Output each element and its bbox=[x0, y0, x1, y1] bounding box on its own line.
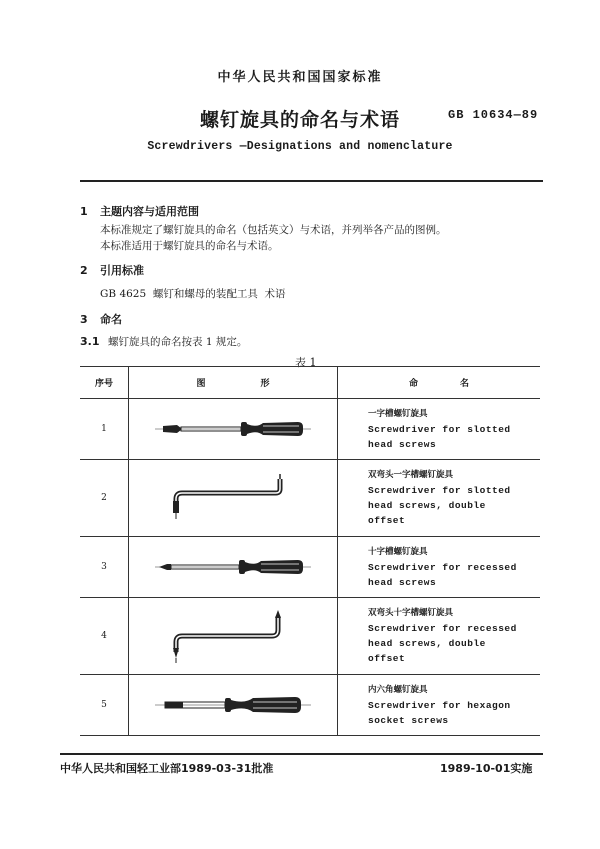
document-title-zh: 螺钉旋具的命名与术语 bbox=[199, 109, 400, 131]
table-row bbox=[80, 598, 540, 675]
national-standard-label: 中华人民共和国国家标准 bbox=[217, 70, 383, 85]
approval-note: 中华人民共和国轻工业部1989-03-31批准 bbox=[60, 762, 274, 775]
double-offset-slotted-screwdriver-icon bbox=[168, 473, 298, 523]
double-offset-recessed-screwdriver-icon bbox=[168, 608, 298, 664]
slotted-screwdriver-icon bbox=[153, 414, 313, 444]
footer-divider bbox=[60, 753, 543, 755]
table-caption: 表 1 bbox=[295, 356, 317, 369]
section-2-reference: GB 4625 螺钉和螺母的装配工具 术语 bbox=[100, 288, 286, 300]
section-1-heading: 1 主题内容与适用范围 bbox=[80, 205, 199, 218]
row-index: 1 bbox=[80, 399, 129, 460]
figure-cell bbox=[129, 537, 338, 598]
row-index: 2 bbox=[80, 460, 129, 537]
section-1-paragraph-1: 本标准规定了螺钉旋具的命名（包括英文）与术语，并列举各产品的图例。 bbox=[100, 224, 447, 236]
name-cell: 内六角螺钉旋具 Screwdriver for hexagon socket screws bbox=[338, 675, 541, 736]
name-cell: 双弯头十字槽螺钉旋具 Screwdriver for recessed head screws, double offset bbox=[338, 598, 541, 675]
designation-table bbox=[80, 366, 540, 736]
figure-cell bbox=[129, 399, 338, 460]
header-figure: 图 形 bbox=[129, 367, 338, 399]
header-name: 命 名 bbox=[338, 367, 541, 399]
standard-code: GB 10634—89 bbox=[448, 108, 539, 122]
table-row bbox=[80, 675, 540, 736]
section-3-1-heading: 3.1 螺钉旋具的命名按表 1 规定。 bbox=[80, 335, 248, 348]
table-row bbox=[80, 399, 540, 460]
row-index: 3 bbox=[80, 537, 129, 598]
row-index: 4 bbox=[80, 598, 129, 675]
header-divider bbox=[80, 180, 543, 182]
name-cell: 一字槽螺钉旋具 Screwdriver for slotted head screws bbox=[338, 399, 541, 460]
table-row bbox=[80, 537, 540, 598]
table-header-row bbox=[80, 367, 540, 399]
hexagon-socket-screwdriver-icon bbox=[153, 690, 313, 720]
header-index: 序号 bbox=[80, 367, 129, 399]
row-index: 5 bbox=[80, 675, 129, 736]
name-cell: 十字槽螺钉旋具 Screwdriver for recessed head screws bbox=[338, 537, 541, 598]
section-1-paragraph-2: 本标准适用于螺钉旋具的命名与术语。 bbox=[100, 240, 279, 252]
table-row bbox=[80, 460, 540, 537]
figure-cell bbox=[129, 460, 338, 537]
implementation-date: 1989-10-01实施 bbox=[440, 762, 533, 775]
section-3-heading: 3 命名 bbox=[80, 313, 122, 326]
figure-cell bbox=[129, 675, 338, 736]
figure-cell bbox=[129, 598, 338, 675]
recessed-screwdriver-icon bbox=[153, 552, 313, 582]
document-title-en: Screwdrivers —Designations and nomenclature bbox=[147, 140, 453, 153]
name-cell: 双弯头一字槽螺钉旋具 Screwdriver for slotted head screws, double offset bbox=[338, 460, 541, 537]
section-2-heading: 2 引用标准 bbox=[80, 264, 144, 277]
